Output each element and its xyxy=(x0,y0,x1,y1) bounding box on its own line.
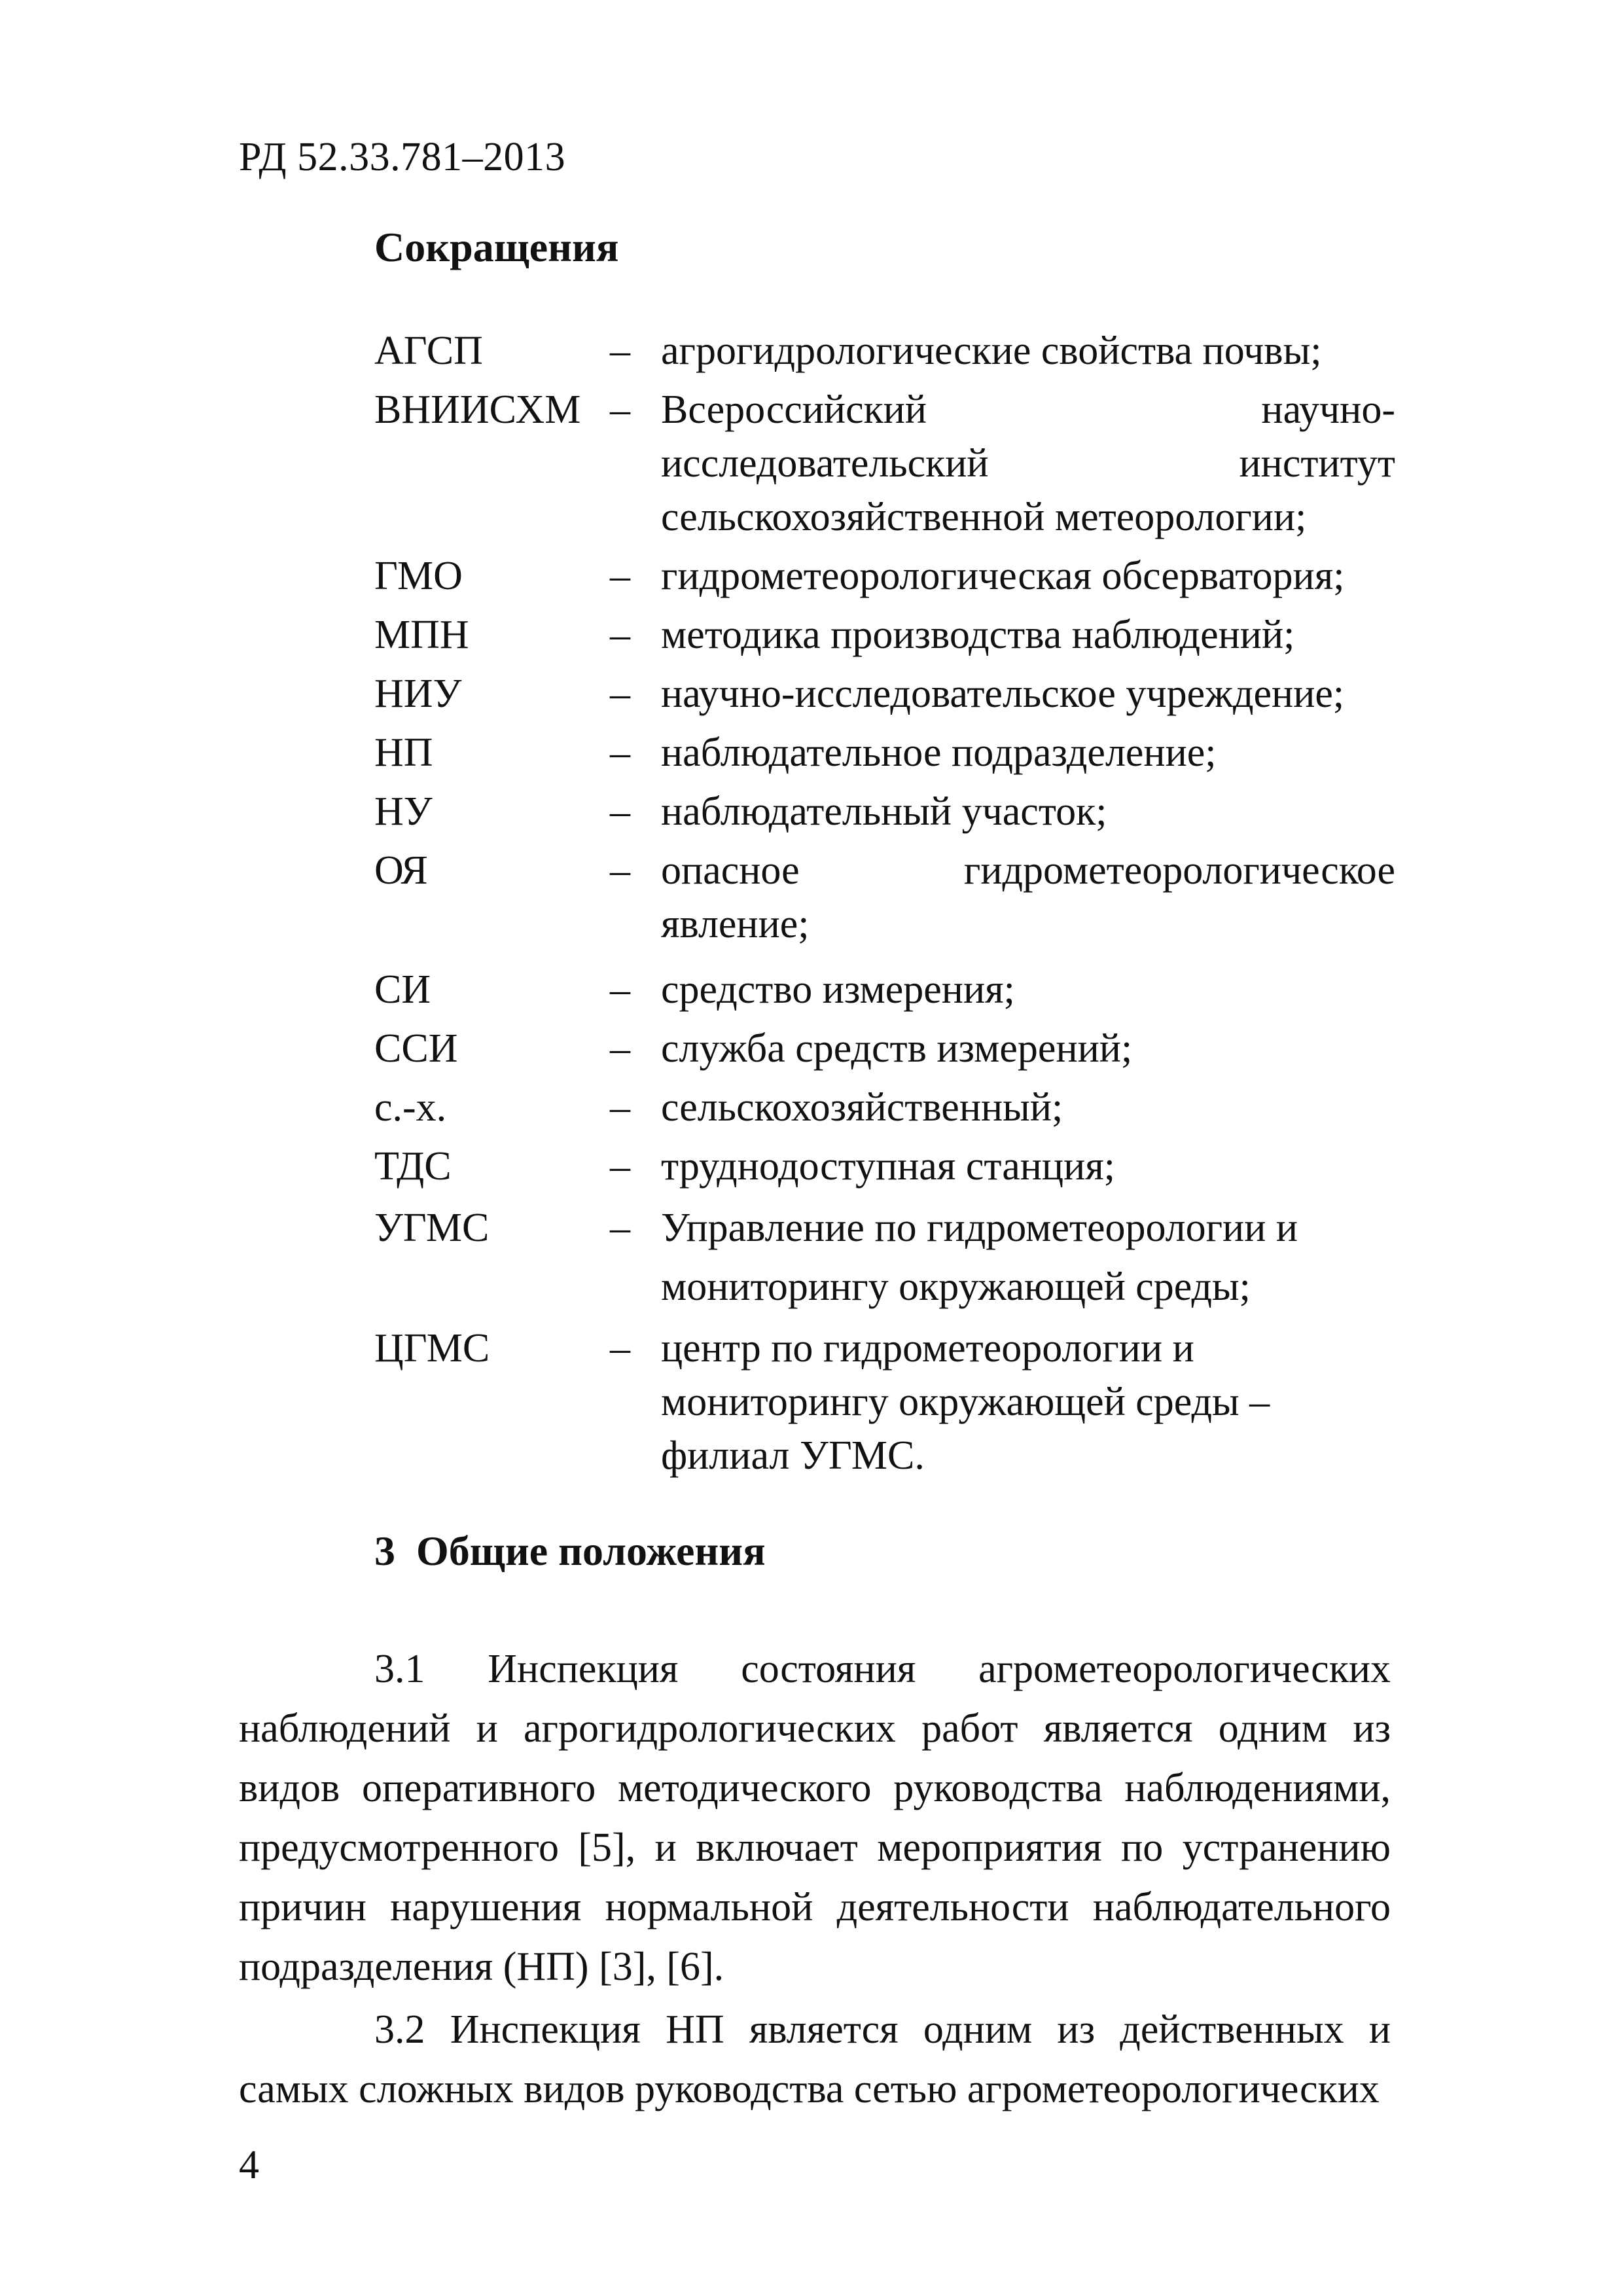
paragraph: 3.2 Инспекция НП является одним из действенных и самых сложных видов руководства сетью агрометеорологических xyxy=(239,2007,1391,2111)
abbreviation-dash: – xyxy=(610,329,630,373)
abbreviation-dash: – xyxy=(610,554,630,598)
abbreviation-term: ВНИИСХМ xyxy=(374,387,581,432)
abbreviation-dash: – xyxy=(610,1144,630,1189)
abbreviation-row xyxy=(374,1139,1395,1193)
abbreviation-definition: центр по гидрометеорологии и мониторингу окружающей среды – филиал УГМС. xyxy=(661,1326,1270,1478)
abbreviation-row xyxy=(374,1081,1395,1134)
abbreviation-term: НИУ xyxy=(374,672,462,716)
section-heading: 3 Общие положения xyxy=(374,1528,766,1574)
abbreviation-row xyxy=(374,785,1395,838)
abbreviation-row xyxy=(374,844,1395,951)
abbreviation-definition: наблюдательное подразделение; xyxy=(661,730,1217,775)
abbreviation-definition: служба средств измерений; xyxy=(661,1026,1133,1071)
abbreviation-term: АГСП xyxy=(374,329,483,373)
abbreviation-definition: агрогидрологические свойства почвы; xyxy=(661,329,1322,373)
abbreviation-dash: – xyxy=(610,1326,630,1371)
abbreviation-row xyxy=(374,963,1395,1016)
abbreviation-row xyxy=(374,726,1395,780)
page-number: 4 xyxy=(239,2143,259,2187)
abbreviation-definition: гидрометеорологическая обсерватория; xyxy=(661,554,1345,598)
abbreviation-definition: Всероссийский научно-исследовательский институт сельскохозяйственной метеорологии; xyxy=(661,387,1395,539)
abbreviation-definition: наблюдательный участок; xyxy=(661,789,1107,834)
abbreviation-term: НУ xyxy=(374,789,433,834)
abbreviation-term: ЦГМС xyxy=(374,1326,490,1371)
abbreviation-definition: методика производства наблюдений; xyxy=(661,613,1295,657)
abbreviation-term: ССИ xyxy=(374,1026,458,1071)
abbreviation-row xyxy=(374,1022,1395,1075)
abbreviation-definition: научно-исследовательское учреждение; xyxy=(661,672,1345,716)
abbreviation-term: УГМС xyxy=(374,1206,490,1250)
abbreviations-list xyxy=(374,324,1395,1482)
abbreviation-definition: сельскохозяйственный; xyxy=(661,1085,1063,1130)
abbreviation-term: ОЯ xyxy=(374,848,428,893)
abbreviation-dash: – xyxy=(610,789,630,834)
abbreviation-row xyxy=(374,549,1395,603)
abbreviation-definition: труднодоступная станция; xyxy=(661,1144,1116,1189)
abbreviation-definition: средство измерения; xyxy=(661,967,1015,1012)
abbreviation-term: ГМО xyxy=(374,554,463,598)
paragraph: 3.1 Инспекция состояния агрометеорологических наблюдений и агрогидрологических работ является одним из видов оперативного методического руководства наблюдениями, предусмотренного [5], и включает мероприятия по устранению причин нарушения нормальной деятельности наблюдательного подразделения (НП) [3], [6]. xyxy=(239,1647,1391,1989)
abbreviation-row xyxy=(374,608,1395,662)
document-code: РД 52.33.781–2013 xyxy=(239,135,566,179)
abbreviation-dash: – xyxy=(610,1206,630,1250)
abbreviation-dash: – xyxy=(610,672,630,716)
abbreviation-dash: – xyxy=(610,613,630,657)
abbreviation-row xyxy=(374,1321,1395,1482)
section-body xyxy=(239,1640,1391,2119)
abbreviation-term: с.-х. xyxy=(374,1085,447,1130)
abbreviation-term: ТДС xyxy=(374,1144,452,1189)
abbreviation-definition: опасное гидрометеорологическое явление; xyxy=(661,848,1395,946)
abbreviation-dash: – xyxy=(610,387,630,432)
abbreviation-dash: – xyxy=(610,1026,630,1071)
abbreviation-row xyxy=(374,667,1395,721)
abbreviation-dash: – xyxy=(610,730,630,775)
abbreviation-row xyxy=(374,383,1395,544)
abbreviation-dash: – xyxy=(610,1085,630,1130)
abbreviation-term: НП xyxy=(374,730,433,775)
abbreviation-row xyxy=(374,324,1395,378)
abbreviation-dash: – xyxy=(610,848,630,893)
abbreviation-definition: Управление по гидрометеорологии и мониторингу окружающей среды; xyxy=(661,1206,1298,1309)
abbreviations-heading: Сокращения xyxy=(374,224,619,270)
abbreviation-term: СИ xyxy=(374,967,431,1012)
abbreviation-term: МПН xyxy=(374,613,469,657)
abbreviation-row xyxy=(374,1198,1395,1316)
abbreviation-dash: – xyxy=(610,967,630,1012)
